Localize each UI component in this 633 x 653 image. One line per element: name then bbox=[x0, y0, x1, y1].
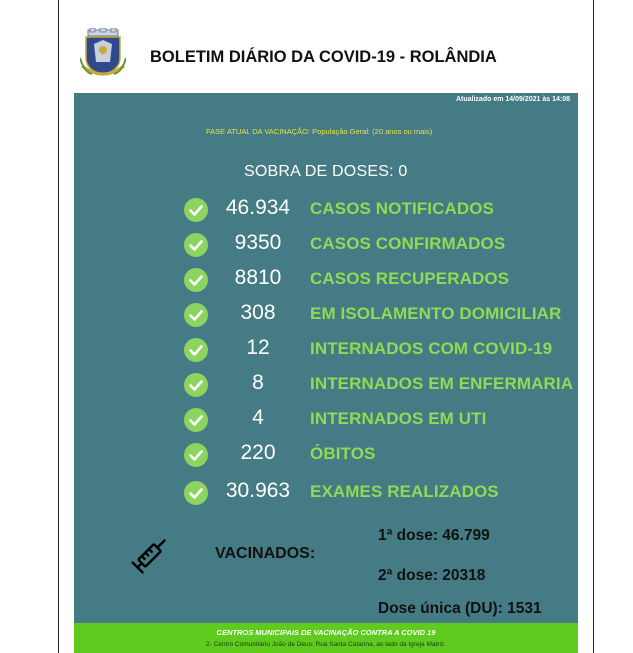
footer-center-1: 2- Centro Comunitário João de Deus: Rua Santa Catarina, ao lado da Igreja Matriz. bbox=[206, 641, 446, 648]
check-icon bbox=[184, 338, 208, 362]
city-crest-icon bbox=[80, 28, 126, 80]
stat-row-icu bbox=[74, 406, 578, 436]
leftover-doses: SOBRA DE DOSES: 0 bbox=[244, 163, 408, 180]
check-icon bbox=[184, 303, 208, 327]
stat-row-hospitalized bbox=[74, 336, 578, 366]
dose1-count: 1ª dose: 46.799 bbox=[378, 527, 490, 544]
vaccinated-title: VACINADOS: bbox=[215, 545, 316, 562]
stat-value: 220 bbox=[240, 441, 276, 464]
stat-value: 30.963 bbox=[225, 479, 291, 502]
stats-panel bbox=[74, 93, 578, 623]
header bbox=[80, 24, 580, 84]
check-icon bbox=[184, 233, 208, 257]
stat-label: CASOS CONFIRMADOS bbox=[310, 234, 506, 253]
stat-label: CASOS RECUPERADOS bbox=[310, 269, 510, 288]
syringe-icon bbox=[126, 529, 176, 579]
page-title: BOLETIM DIÁRIO DA COVID-19 - ROLÂNDIA bbox=[150, 48, 497, 66]
stat-row-confirmed bbox=[74, 231, 578, 261]
vaccination-centers-footer bbox=[74, 623, 578, 653]
stat-label: ÓBITOS bbox=[310, 444, 376, 463]
stat-value: 8 bbox=[252, 371, 264, 394]
stat-label: EM ISOLAMENTO DOMICILIAR bbox=[310, 304, 562, 323]
stat-label: EXAMES REALIZADOS bbox=[310, 482, 499, 501]
stat-value: 12 bbox=[246, 336, 270, 359]
dose2-count: 2ª dose: 20318 bbox=[378, 567, 486, 584]
check-icon bbox=[184, 408, 208, 432]
check-icon bbox=[184, 198, 208, 222]
stat-row-recovered bbox=[74, 266, 578, 296]
footer-title: CENTROS MUNICIPAIS DE VACINAÇÃO CONTRA A COVID 19 bbox=[216, 628, 436, 637]
updated-timestamp: Atualizado em 14/09/2021 às 14:08 bbox=[455, 96, 570, 103]
stat-label: INTERNADOS EM ENFERMARIA bbox=[310, 374, 574, 393]
stat-value: 8810 bbox=[234, 266, 282, 289]
stat-row-notified bbox=[74, 196, 578, 226]
check-icon bbox=[184, 481, 208, 505]
stat-value: 9350 bbox=[234, 231, 282, 254]
stat-value: 308 bbox=[240, 301, 276, 324]
stat-label: INTERNADOS COM COVID-19 bbox=[310, 339, 553, 358]
vaccination-phase: FASE ATUAL DA VACINAÇÃO: População Geral: (20 anos ou mais) bbox=[206, 127, 433, 136]
stat-label: INTERNADOS EM UTI bbox=[310, 409, 487, 428]
stat-row-exams bbox=[74, 479, 578, 509]
page-border-right bbox=[593, 0, 594, 653]
stat-row-home-isolation bbox=[74, 301, 578, 331]
page-border-left bbox=[58, 0, 59, 653]
single-dose-count: Dose única (DU): 1531 bbox=[378, 600, 542, 617]
stat-value: 46.934 bbox=[225, 196, 291, 219]
check-icon bbox=[184, 443, 208, 467]
check-icon bbox=[184, 373, 208, 397]
check-icon bbox=[184, 268, 208, 292]
stat-row-ward bbox=[74, 371, 578, 401]
stat-row-deaths bbox=[74, 441, 578, 471]
stat-value: 4 bbox=[252, 406, 264, 429]
stat-label: CASOS NOTIFICADOS bbox=[310, 199, 494, 218]
